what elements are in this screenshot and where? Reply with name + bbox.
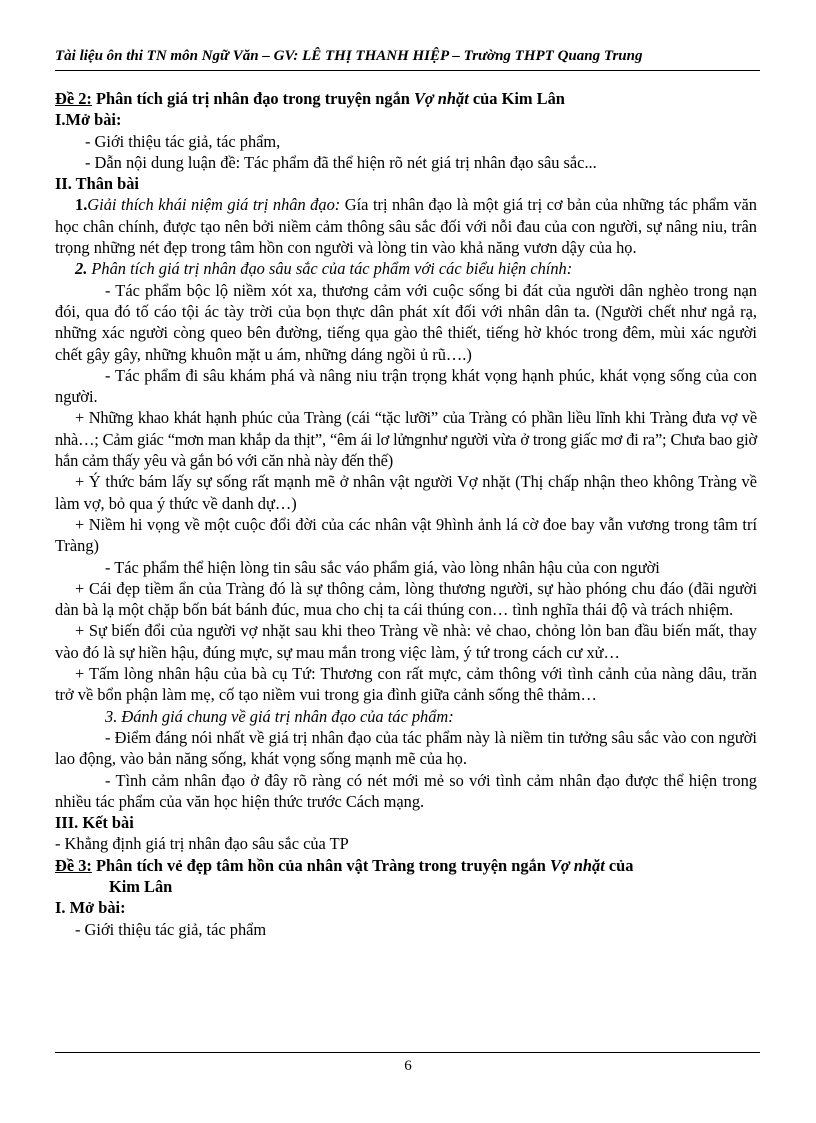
mb-item-1: - Giới thiệu tác giả, tác phẩm, <box>85 131 281 151</box>
para-1-text: Gía trị nhân đạo là một giá trị cơ bản của những tác phẩm văn học chân chính, được tạo nên bởi niềm cảm thông sâu sắc đối với nỗi đau của con người, sự nâng niu, trân trọng những nét đẹp trong tâm hồn con người và lòng tin vào khả năng vươn dậy của họ. <box>55 195 758 258</box>
para-12: 3. Đánh giá chung về giá trị nhân đạo của tác phẩm: <box>105 706 454 726</box>
para-1-number: 1. <box>75 195 88 215</box>
para-2-number: 2. <box>75 259 88 279</box>
de2-number: Đề 2: <box>55 89 92 108</box>
mb-item-2: - Dẫn nội dung luận đề: Tác phẩm đã thể hiện rõ nét giá trị nhân đạo sâu sắc... <box>85 152 597 172</box>
para-11: + Tấm lòng nhân hậu của bà cụ Tứ: Thương con rất mực, cảm thông với tình cảnh của nàng dâu, trăn trở về bổn phận làm mẹ, cố tạo niềm vui trong gia đình giữa cảnh sống thê thảm… <box>55 664 757 705</box>
para-10: + Sự biến đổi của người vợ nhặt sau khi theo Tràng về nhà: vẻ chao, chỏng lỏn ban đầu biến mất, thay vào đó là sự hiền hậu, đúng mực, sự mau mắn trong việc làm, ý tứ trong cách cư xử… <box>55 621 757 662</box>
para-6: + Ý thức bám lấy sự sống rất mạnh mẽ ở nhân vật người Vợ nhặt (Thị chấp nhận theo không Tràng về làm vợ, bỏ qua ý thức về danh dự…) <box>55 472 757 513</box>
para-9: + Cái đẹp tiềm ẩn của Tràng đó là sự thông cảm, lòng thương người, sự hào phóng chu đáo (đãi người dàn bà lạ một chặp bốn bát bánh đúc, mua cho chị ta cái thúng con… tình nghĩa thái độ và trách nhiệm. <box>55 578 757 620</box>
de2-title-a: Phân tích giá trị nhân đạo trong truyện ngắn <box>91 89 414 108</box>
de3-title-c: của <box>604 855 634 875</box>
para-5: + Những khao khát hạnh phúc của Tràng (cái “tặc lưỡi” của Tràng có phần liều lĩnh khi Tràng đưa vợ về nhà…; Cảm giác “mơn man khắp da thịt”, “êm ái lơ lửngnhư người vừa ở trong giấc mơ đi ra”; Chưa bao giờ hắn cảm thấy yêu và gắn bó với căn nhà này đến thế) <box>55 408 757 471</box>
de3-heading-cont: Kim Lân <box>109 876 173 896</box>
para-8: - Tác phẩm thể hiện lòng tin sâu sắc váo phẩm giá, vào lòng nhân hậu của con người <box>105 557 660 577</box>
de3-heading <box>55 855 757 876</box>
header-rule <box>55 70 760 71</box>
de3-number: Đề 3: <box>55 855 92 875</box>
document-body <box>55 88 757 940</box>
mo-bai-2-heading: I. Mở bài: <box>55 898 126 918</box>
de3-title-work: Vợ nhặt <box>549 855 605 875</box>
para-13: - Điểm đáng nói nhất về giá trị nhân đạo của tác phẩm này là niềm tin tưởng sâu sắc vào con người lao động, vào bản năng sống, khát vọng sống mạnh mẽ của họ. <box>55 727 757 769</box>
para-1 <box>55 194 757 258</box>
kb-item: - Khẳng định giá trị nhân đạo sâu sắc của TP <box>55 834 349 854</box>
para-14: - Tình cảm nhân đạo ở đây rõ ràng có nét mới mẻ so với tình cảm nhân đạo được thể hiện trong nhiều tác phẩm của văn học hiện thức trước Cách mạng. <box>55 770 757 811</box>
page-number: 6 <box>404 1058 412 1074</box>
para-1-label: Giải thích khái niệm giá trị nhân đạo: <box>87 195 341 215</box>
de3-title-a: Phân tích vẻ đẹp tâm hồn của nhân vật Tràng trong truyện ngắn <box>91 855 550 875</box>
para-4: - Tác phẩm đi sâu khám phá và nâng niu trận trọng khát vọng hạnh phúc, khát vọng sống của con người. <box>55 365 757 407</box>
mb2-item: - Giới thiệu tác giả, tác phẩm <box>75 919 267 939</box>
para-7: + Niềm hi vọng về một cuộc đổi đời của các nhân vật 9hình ảnh lá cờ đoe bay vẫn vương trong tâm trí Tràng) <box>55 514 757 556</box>
mo-bai-heading: I.Mở bài: <box>55 110 122 130</box>
para-2-label: Phân tích giá trị nhân đạo sâu sắc của tác phẩm với các biểu hiện chính: <box>87 259 573 279</box>
para-2 <box>55 258 757 279</box>
de2-title-c: của Kim Lân <box>468 89 565 108</box>
para-3: - Tác phẩm bộc lộ niềm xót xa, thương cảm với cuộc sống bi đát của người dân nghèo trong nạn đói, qua đó tố cáo tội ác tày trời của bọn thực dân phát xít đối với nhân dân ta. (Người chết như ngả rạ, những xác người còng queo bên đường, tiếng qụa gào thê thiết, tiếng hờ khóc trong đêm, mùi xác người chết gây gây, những khuôn mặt u ám, những dáng ngồi ủ rũ….) <box>55 280 757 364</box>
de2-heading <box>55 88 757 109</box>
page-header: Tài liệu ôn thi TN môn Ngữ Văn – GV: LÊ THỊ THANH HIỆP – Trường THPT Quang Trung <box>55 48 643 64</box>
footer-rule <box>55 1052 760 1053</box>
than-bai-heading: II. Thân bài <box>55 174 139 194</box>
ket-bai-heading: III. Kết bài <box>55 813 134 833</box>
de2-title-work: Vợ nhặt <box>413 89 469 108</box>
